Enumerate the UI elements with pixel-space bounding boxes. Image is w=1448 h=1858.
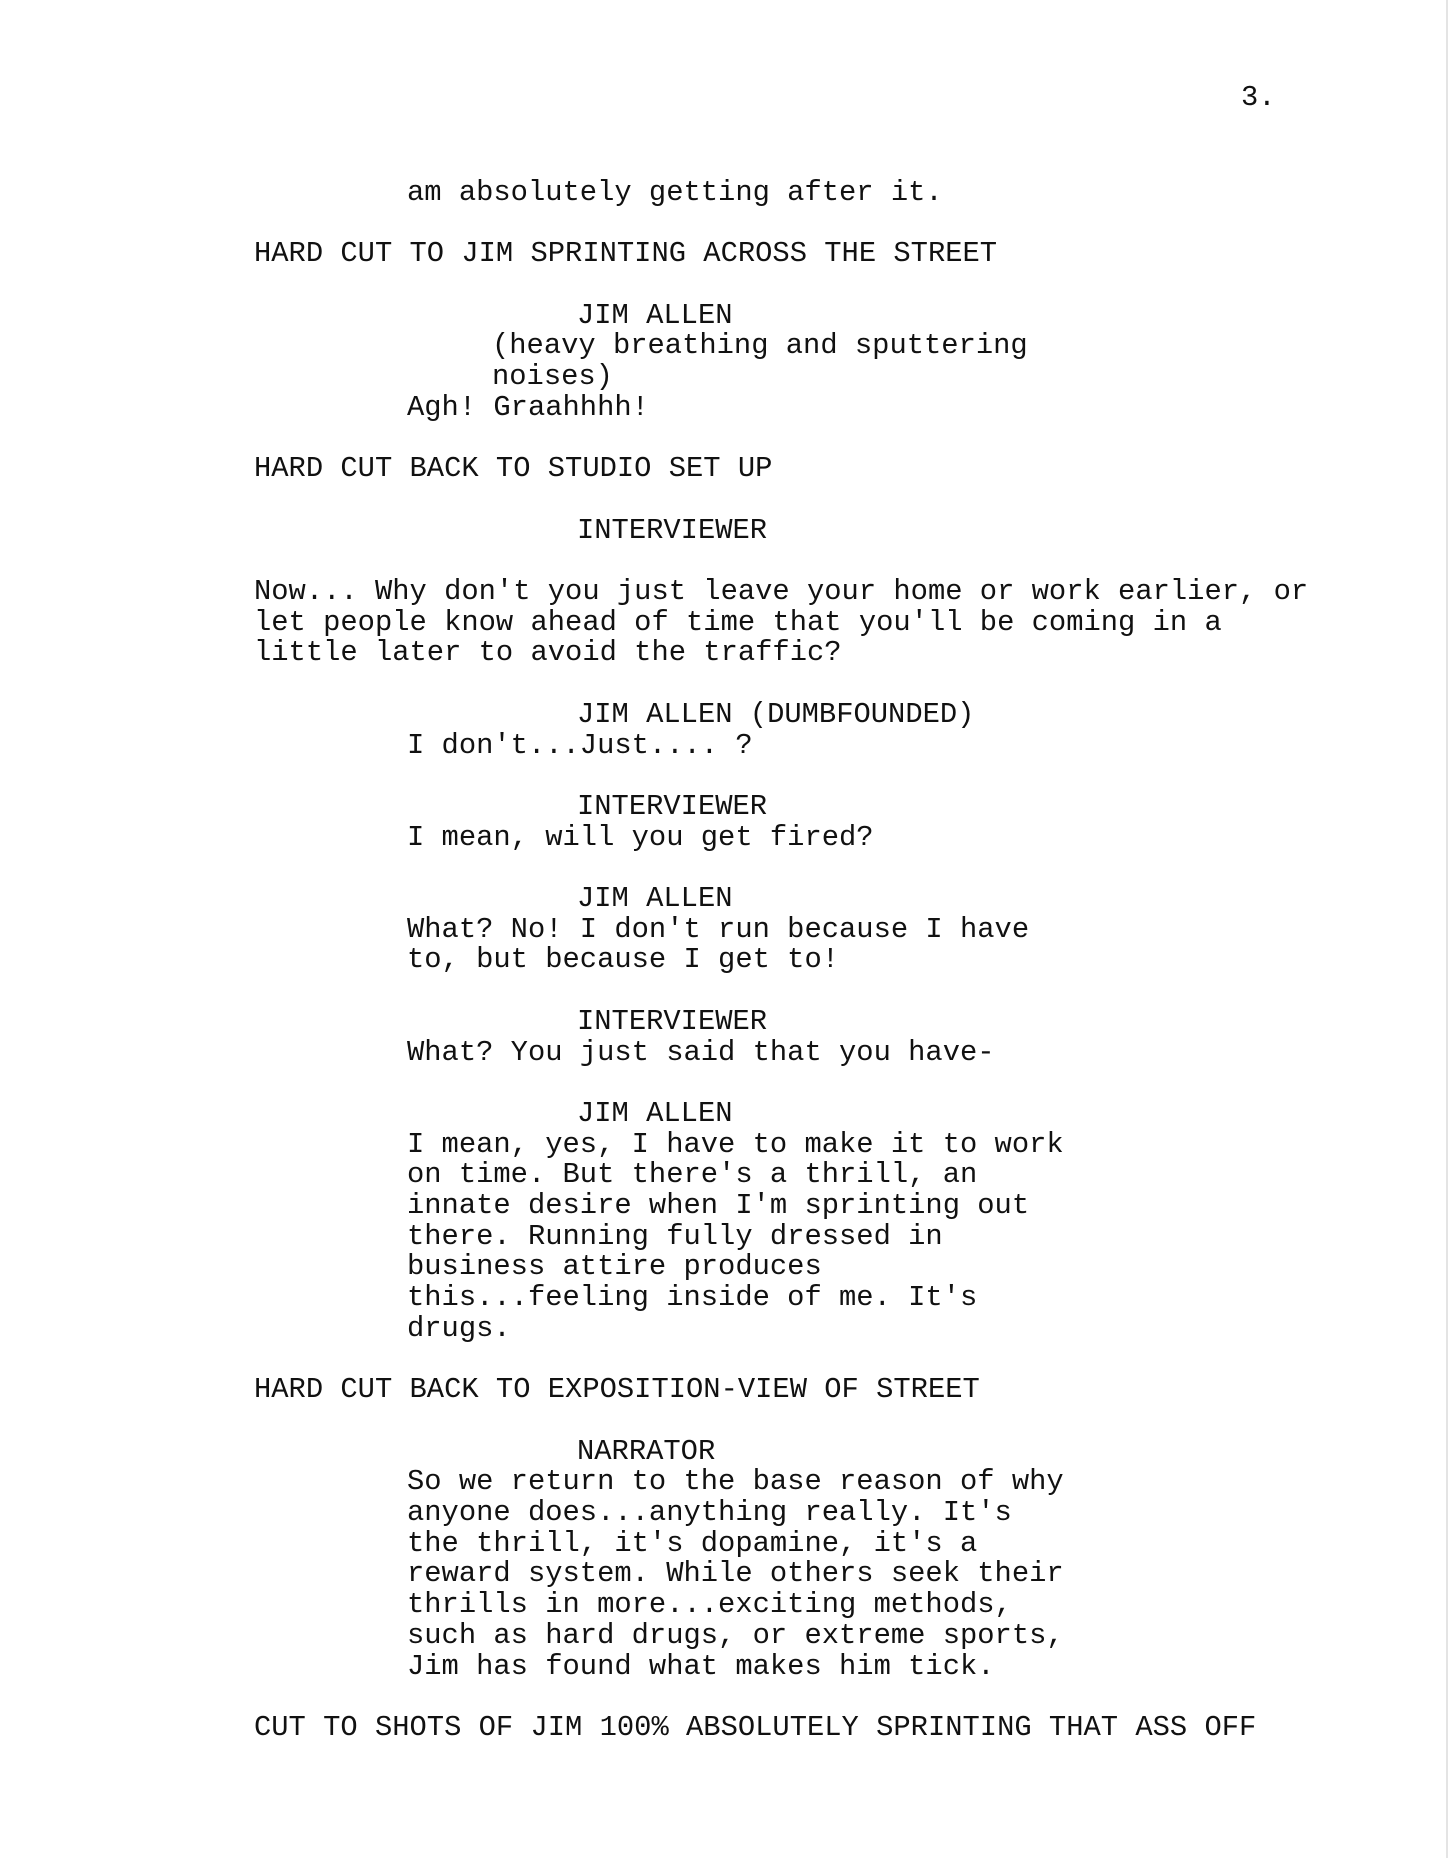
dialogue-line: this...feeling inside of me. It's — [407, 1281, 978, 1315]
dialogue-line: on time. But there's a thrill, an — [407, 1158, 978, 1192]
dialogue-line: to, but because I get to! — [407, 943, 840, 977]
parenthetical: (heavy breathing and sputtering — [492, 329, 1028, 363]
character-name: JIM ALLEN (DUMBFOUNDED) — [577, 697, 975, 731]
scene-transition: HARD CUT BACK TO EXPOSITION-VIEW OF STREET — [254, 1373, 980, 1407]
action-line: little later to avoid the traffic? — [254, 636, 842, 670]
scene-transition: HARD CUT BACK TO STUDIO SET UP — [254, 452, 773, 486]
dialogue-line: the thrill, it's dopamine, it's a — [407, 1526, 978, 1560]
scene-transition: CUT TO SHOTS OF JIM 100% ABSOLUTELY SPRINTING THAT ASS OFF — [254, 1710, 1257, 1744]
dialogue-line: reward system. While others seek their — [407, 1557, 1064, 1591]
dialogue-line: What? You just said that you have- — [407, 1035, 995, 1069]
scene-transition: HARD CUT TO JIM SPRINTING ACROSS THE STREET — [254, 237, 998, 271]
action-line: Now... Why don't you just leave your home or work earlier, or — [254, 575, 1309, 609]
dialogue-line: I mean, will you get fired? — [407, 820, 874, 854]
dialogue-line: I don't...Just.... ? — [407, 728, 753, 762]
character-name: JIM ALLEN — [577, 1096, 733, 1130]
character-name: INTERVIEWER — [577, 789, 768, 823]
character-name: JIM ALLEN — [577, 882, 733, 916]
parenthetical: noises) — [492, 360, 613, 394]
dialogue-line: anyone does...anything really. It's — [407, 1496, 1012, 1530]
character-name: NARRATOR — [577, 1434, 716, 1468]
character-name: INTERVIEWER — [577, 1004, 768, 1038]
dialogue-line: So we return to the base reason of why — [407, 1465, 1064, 1499]
dialogue-line: am absolutely getting after it. — [407, 176, 943, 209]
dialogue-line: I mean, yes, I have to make it to work — [407, 1127, 1064, 1161]
dialogue-line: such as hard drugs, or extreme sports, — [407, 1618, 1064, 1652]
dialogue-line: thrills in more...exciting methods, — [407, 1588, 1012, 1622]
action-line: let people know ahead of time that you'll be coming in a — [254, 605, 1222, 639]
dialogue-line: drugs. — [407, 1311, 511, 1345]
page-number: 3. — [1241, 81, 1276, 114]
character-name: INTERVIEWER — [577, 513, 768, 547]
dialogue-line: Agh! Graahhhh! — [407, 390, 649, 424]
dialogue-line: there. Running fully dressed in — [407, 1219, 943, 1253]
dialogue-line: Jim has found what makes him tick. — [407, 1649, 995, 1683]
dialogue-line: business attire produces — [407, 1250, 822, 1284]
screenplay-page — [0, 178, 1448, 1744]
dialogue-line: innate desire when I'm sprinting out — [407, 1189, 1030, 1223]
dialogue-line: What? No! I don't run because I have — [407, 912, 1030, 946]
character-name: JIM ALLEN — [577, 298, 733, 332]
